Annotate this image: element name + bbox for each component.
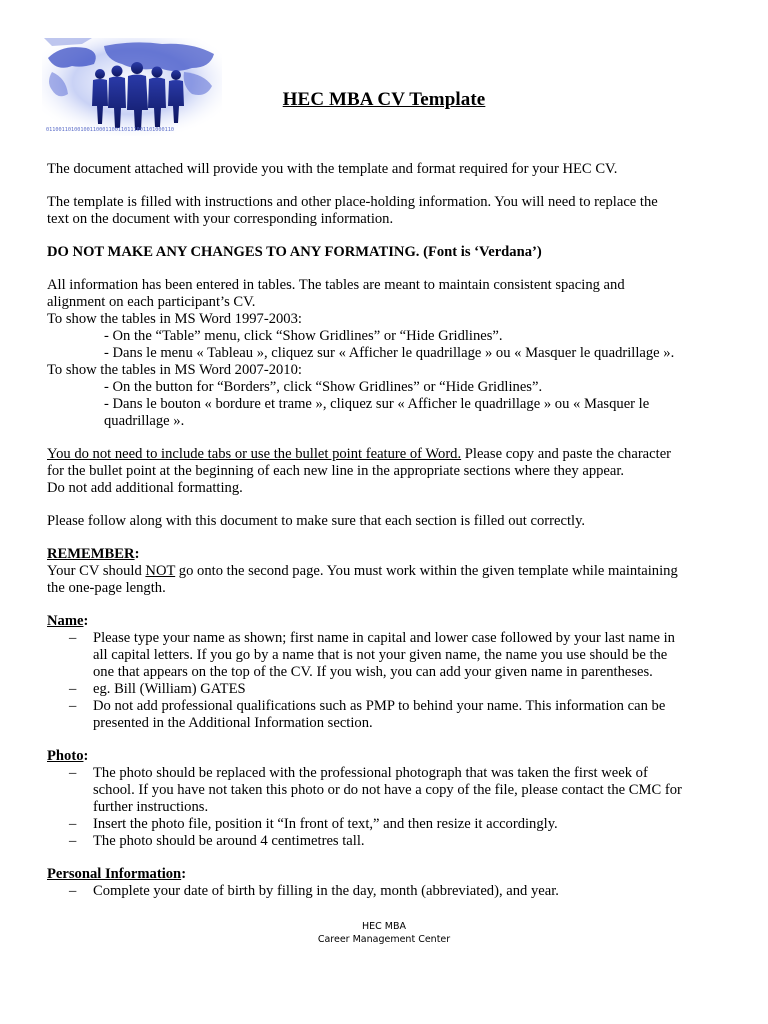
name-heading xyxy=(47,613,727,630)
list-item-text: all capital letters. If you go by a name that is not your given name, the name you use should be the xyxy=(93,647,668,663)
tables-instruction: - On the “Table” menu, click “Show Gridlines” or “Hide Gridlines”. xyxy=(104,328,503,344)
dash-bullet: – xyxy=(69,816,77,832)
list-item-text: Do not add professional qualifications such as PMP to behind your name. This information can be xyxy=(93,698,666,714)
photo-heading xyxy=(47,748,727,765)
bullet-note-underlined: You do not need to include tabs or use the bullet point feature of Word. xyxy=(47,446,462,462)
footer-line: HEC MBA xyxy=(361,921,406,932)
personal-heading-text: Personal Information xyxy=(47,866,182,882)
page-title: HEC MBA CV Template xyxy=(282,89,486,110)
document-body xyxy=(47,161,727,900)
personal-heading xyxy=(47,866,727,883)
dash-bullet: – xyxy=(69,698,77,714)
bullet-note-rest: Please copy and paste the character xyxy=(461,446,672,462)
tables-instruction: - Dans le menu « Tableau », cliquez sur « Afficher le quadrillage » ou « Masquer le quadrillage ». xyxy=(104,345,675,361)
dash-bullet: – xyxy=(69,681,77,697)
dash-bullet: – xyxy=(69,630,77,646)
remember-heading-text: REMEMBER xyxy=(47,546,135,562)
template-note-line: text on the document with your corresponding information. xyxy=(47,211,394,227)
list-item-text: Complete your date of birth by filling in the day, month (abbreviated), and year. xyxy=(93,883,559,899)
photo-heading-colon: : xyxy=(83,748,89,764)
list-item xyxy=(47,681,727,698)
list-item xyxy=(47,698,727,732)
photo-list xyxy=(47,765,727,850)
name-heading-colon: : xyxy=(83,613,89,629)
list-item-text: Insert the photo file, position it “In front of text,” and then resize it accordingly. xyxy=(93,816,558,832)
hec-logo-image xyxy=(42,38,222,136)
footer-line: Career Management Center xyxy=(317,934,451,945)
name-heading-text: Name xyxy=(47,613,84,629)
list-item xyxy=(47,883,727,900)
list-item-text: The photo should be around 4 centimetres tall. xyxy=(93,833,365,849)
list-item-text: one that appears on the top of the CV. If you wish, you can add your given name in parentheses. xyxy=(93,664,653,680)
remember-heading xyxy=(47,546,727,563)
name-list xyxy=(47,630,727,732)
remember-colon: : xyxy=(134,546,140,562)
page-footer xyxy=(0,920,768,946)
tables-line: To show the tables in MS Word 1997-2003: xyxy=(47,311,302,327)
list-item xyxy=(47,833,727,850)
remember-text: Your CV should xyxy=(47,563,146,579)
list-item-text: presented in the Additional Information section. xyxy=(93,715,373,731)
list-item-text: Please type your name as shown; first name in capital and lower case followed by your last name in xyxy=(93,630,675,646)
tables-line: All information has been entered in tables. The tables are meant to maintain consistent spacing and xyxy=(47,277,625,293)
personal-heading-colon: : xyxy=(181,866,187,882)
tables-line: To show the tables in MS Word 2007-2010: xyxy=(47,362,302,378)
tables-line: alignment on each participant’s CV. xyxy=(47,294,256,310)
tables-instruction: quadrillage ». xyxy=(104,413,185,429)
dash-bullet: – xyxy=(69,765,77,781)
list-item-text: eg. Bill (William) GATES xyxy=(93,681,246,697)
follow-note: Please follow along with this document to make sure that each section is filled out correctly. xyxy=(47,513,586,529)
list-item xyxy=(47,765,727,816)
bullet-note-line: for the bullet point at the beginning of each new line in the appropriate sections where they appear. xyxy=(47,463,625,479)
tables-instruction: - Dans le bouton « bordure et trame », cliquez sur « Afficher le quadrillage » ou « Masquer le xyxy=(104,396,650,412)
intro-paragraph: The document attached will provide you with the template and format required for your HEC CV. xyxy=(47,161,618,177)
dash-bullet: – xyxy=(69,883,77,899)
remember-not: NOT xyxy=(145,563,176,579)
list-item-text: The photo should be replaced with the professional photograph that was taken the first week of xyxy=(93,765,648,781)
remember-text: go onto the second page. You must work within the given template while maintaining xyxy=(175,563,678,579)
remember-line xyxy=(47,563,727,580)
list-item xyxy=(47,630,727,681)
bullet-note-line xyxy=(47,446,727,463)
template-note-line: The template is filled with instructions and other place-holding information. You will need to replace the xyxy=(47,194,658,210)
logo-binary-text: 01100110100100110001100110111001101000110 xyxy=(46,127,175,133)
photo-heading-text: Photo xyxy=(47,748,84,764)
tables-instruction: - On the button for “Borders”, click “Show Gridlines” or “Hide Gridlines”. xyxy=(104,379,543,395)
remember-line: the one-page length. xyxy=(47,580,166,596)
bullet-note-line: Do not add additional formatting. xyxy=(47,480,243,496)
dash-bullet: – xyxy=(69,833,77,849)
list-item-text: school. If you have not taken this photo or do not have a copy of the file, please contact the CMC for xyxy=(93,782,682,798)
list-item xyxy=(47,816,727,833)
list-item-text: further instructions. xyxy=(93,799,209,815)
personal-list xyxy=(47,883,727,900)
formatting-warning: DO NOT MAKE ANY CHANGES TO ANY FORMATING. (Font is ‘Verdana’) xyxy=(47,244,542,260)
